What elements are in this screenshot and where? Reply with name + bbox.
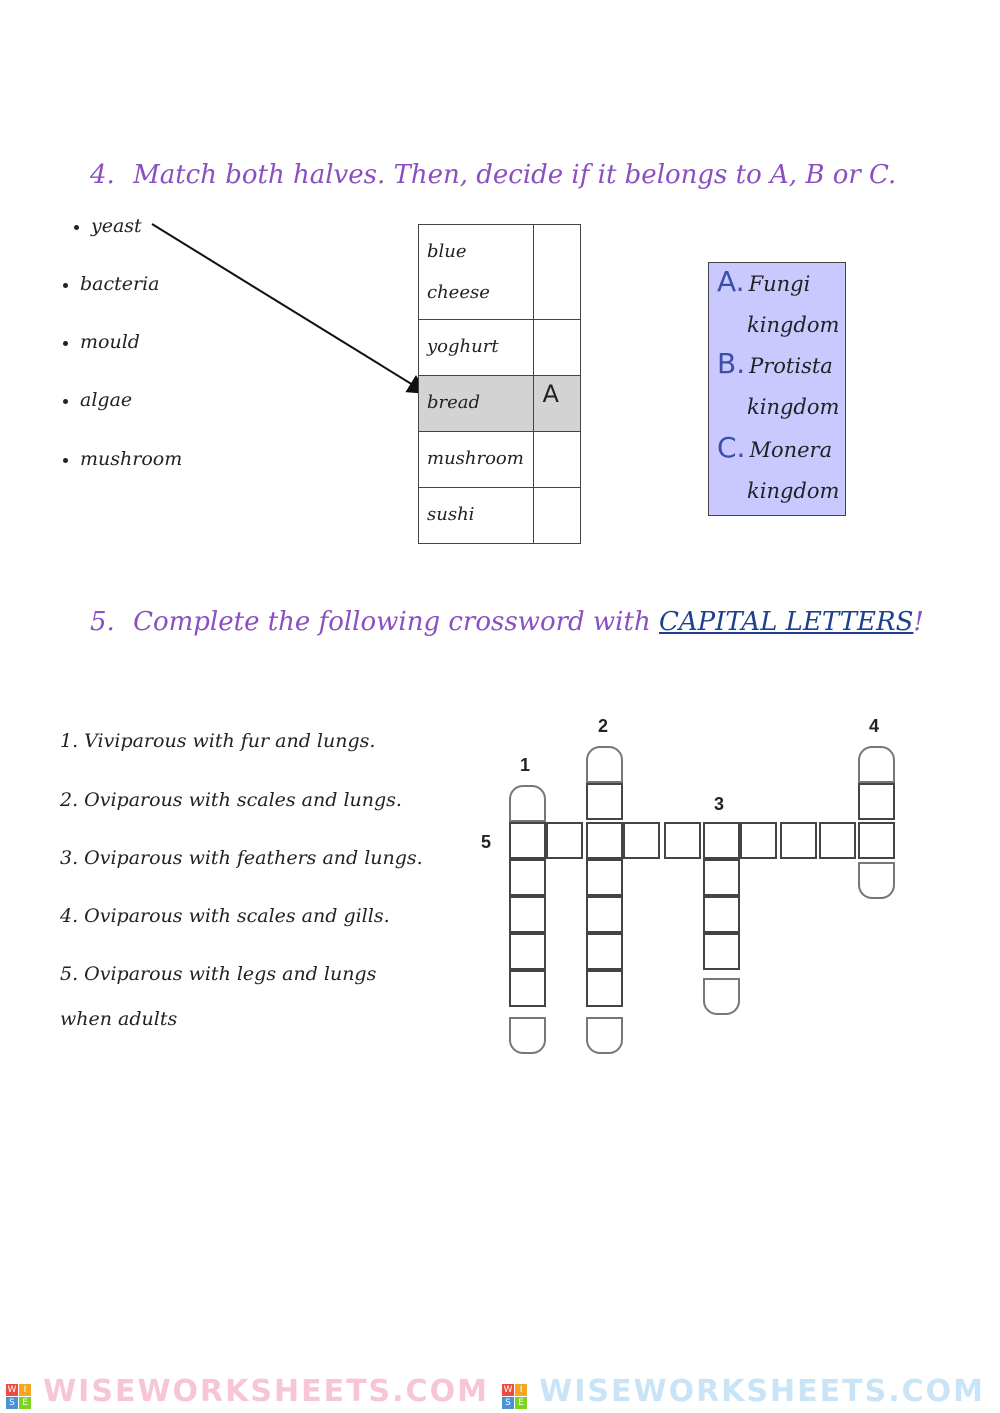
clue-5-continuation: when adults (60, 1008, 178, 1030)
crossword-number-5: 5 (481, 832, 492, 852)
footer-brand-text: WISEWORKSHEETS.COM (43, 1374, 489, 1409)
crossword-cell[interactable] (586, 933, 623, 970)
crossword-cell[interactable] (740, 822, 777, 859)
crossword-cell[interactable] (509, 859, 546, 896)
exercise-4-title: Match both halves. Then, decide if it belongs to A, B or C. (133, 160, 897, 190)
clue-2: 2. Oviparous with scales and lungs. (60, 789, 402, 811)
crossword-cell[interactable] (858, 822, 895, 859)
wise-logo-icon: W I S E (6, 1384, 32, 1410)
exercise-5-title-suffix: ! (913, 607, 924, 637)
crossword-cell[interactable] (703, 859, 740, 896)
kingdom-letter: B. (717, 347, 746, 380)
kingdom-name: Monera (749, 438, 833, 462)
crossword-cell[interactable] (586, 746, 623, 783)
crossword-cell[interactable] (586, 896, 623, 933)
crossword-cell[interactable] (780, 822, 817, 859)
crossword-cell[interactable] (858, 862, 895, 899)
crossword-cell[interactable] (586, 1017, 623, 1054)
crossword-cell[interactable] (509, 896, 546, 933)
crossword-cell[interactable] (623, 822, 660, 859)
wise-logo-icon: W I S E (502, 1384, 528, 1410)
kingdom-letter: C. (717, 431, 746, 464)
food-label: yoghurt (427, 336, 499, 357)
food-label: sushi (427, 504, 475, 525)
clue-1: 1. Viviparous with fur and lungs. (60, 730, 376, 752)
crossword-cell[interactable] (703, 933, 740, 970)
crossword-cell[interactable] (664, 822, 701, 859)
clue-5: 5. Oviparous with legs and lungs (60, 963, 377, 985)
crossword-cell[interactable] (509, 1017, 546, 1054)
food-label: bread (427, 392, 481, 413)
left-item-label: mushroom (80, 448, 183, 470)
left-item-label: algae (80, 389, 133, 411)
crossword-cell[interactable] (586, 822, 623, 859)
footer-branding (6, 1374, 996, 1410)
crossword-number-1: 1 (520, 755, 531, 775)
crossword-cell[interactable] (858, 746, 895, 783)
crossword-cell[interactable] (703, 822, 740, 859)
crossword-cell[interactable] (509, 970, 546, 1007)
crossword-cell[interactable] (858, 783, 895, 820)
crossword-number-3: 3 (714, 794, 725, 814)
crossword-number-2: 2 (598, 716, 609, 736)
food-label: blue cheese (427, 241, 490, 303)
left-item-label: yeast (91, 215, 142, 237)
crossword-cell[interactable] (586, 859, 623, 896)
clue-4: 4. Oviparous with scales and gills. (60, 905, 390, 927)
kingdom-name: Protista (749, 354, 833, 378)
kingdom-suffix: kingdom (747, 479, 840, 503)
crossword-cell[interactable] (509, 933, 546, 970)
crossword-cell[interactable] (509, 785, 546, 822)
food-label: mushroom (427, 448, 524, 469)
crossword-number-4: 4 (869, 716, 880, 736)
crossword-cell[interactable] (546, 822, 583, 859)
left-item-label: bacteria (80, 273, 160, 295)
kingdom-suffix: kingdom (747, 395, 840, 419)
exercise-5-title: Complete the following crossword with (133, 607, 651, 637)
kingdom-letter: A. (717, 265, 745, 298)
crossword-cell[interactable] (703, 978, 740, 1015)
exercise-4-number: 4. (90, 160, 115, 190)
kingdom-name: Fungi (748, 272, 811, 296)
kingdom-suffix: kingdom (747, 313, 840, 337)
crossword-cell[interactable] (586, 970, 623, 1007)
crossword-cell[interactable] (586, 783, 623, 820)
footer-brand-text-repeat: WISEWORKSHEETS.COM (539, 1374, 985, 1409)
clue-3: 3. Oviparous with feathers and lungs. (60, 847, 423, 869)
crossword-cell[interactable] (509, 822, 546, 859)
answer-value: A (542, 380, 559, 408)
capital-letters-emphasis: CAPITAL LETTERS (658, 607, 914, 637)
left-item-label: mould (80, 331, 140, 353)
crossword-cell[interactable] (703, 896, 740, 933)
crossword-cell[interactable] (819, 822, 856, 859)
exercise-5-number: 5. (90, 607, 115, 637)
